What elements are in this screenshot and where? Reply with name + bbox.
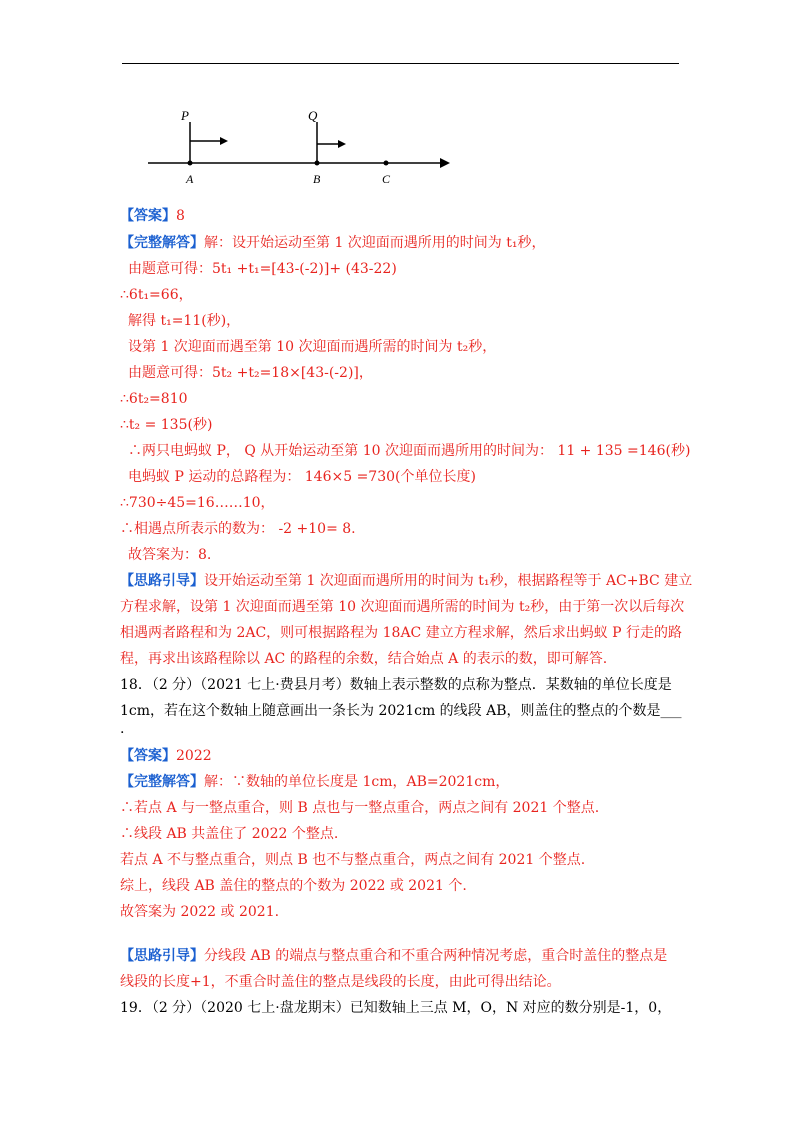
q17-solution-line-6: ∴6t₂=810 (120, 391, 188, 407)
q19-question-line-0: 19．（2 分）（2020 七上·盘龙期末）已知数轴上三点 M，O，N 对应的数分别是-1，0， (120, 1000, 672, 1016)
label-b: B (313, 172, 321, 186)
q17-solution-line-1: 由题意可得：5t₁ +t₁=[43-(-2)]+ (43-22) (128, 261, 397, 277)
q17-solution-line-10: ∴730÷45=16……10， (120, 495, 275, 511)
header-rule (122, 63, 679, 64)
q18-question-line-2: . (120, 721, 125, 737)
q17-solution-line-9: 电蚂蚁 P 运动的总路程为： 146×5 =730(个单位长度) (128, 469, 476, 485)
q18-question-line-0: 18．（2 分）（2021 七上·费县月考）数轴上表示整数的点称为整点．某数轴的单位长度是 (120, 677, 672, 693)
q17-solution-line-0: 【完整解答】解：设开始运动至第 1 次迎面而遇所用的时间为 t₁秒， (120, 235, 546, 251)
q17-solution-line-7: ∴t₂ = 135(秒) (120, 417, 213, 433)
q17-guide-line-0: 【思路引导】设开始运动至第 1 次迎面而遇所用的时间为 t₁秒，根据路程等于 AC+BC 建立 (120, 573, 693, 589)
label-c: C (382, 172, 391, 186)
q18-guide-line-1: 线段的长度+1，不重合时盖住的整点是线段的长度，由此可得出结论。 (120, 974, 561, 990)
q18-guide-line-0: 【思路引导】分线段 AB 的端点与整点重合和不重合两种情况考虑，重合时盖住的整点是 (120, 948, 668, 964)
q18-solution-line-2: 若点 A 不与整点重合，则点 B 也不与整点重合，两点之间有 2021 个整点. (120, 852, 586, 868)
q17-answer: 【答案】8 (120, 208, 185, 224)
q18-solution-line-1: ∴线段 AB 共盖住了 2022 个整点. (120, 826, 339, 842)
q18-solution-line-3: 综上，线段 AB 盖住的整点的个数为 2022 或 2021 个. (120, 878, 467, 894)
q17-guide-line-2: 相遇两者路程和为 2AC，则可根据路程为 18AC 建立方程求解，然后求出蚂蚁 P 行走的路 (120, 625, 683, 641)
q17-guide-line-1: 方程求解，设第 1 次迎面而遇至第 10 次迎面而遇所需的时间为 t₂秒，由于第一次以后每次 (120, 599, 685, 615)
q17-solution-line-3: 解得 t₁=11(秒)， (128, 313, 241, 329)
point-c (384, 161, 389, 166)
label-a: A (186, 172, 194, 186)
q17-solution-line-4: 设第 1 次迎面而遇至第 10 次迎面而遇所需的时间为 t₂秒， (128, 339, 497, 355)
q17-solution-line-11: ∴相遇点所表示的数为： -2 +10= 8. (120, 521, 356, 537)
q18-solution-first: 【完整解答】解：∵数轴的单位长度是 1cm，AB=2021cm， (120, 774, 510, 790)
number-line-diagram (140, 100, 450, 190)
q18-solution-line-0: ∴若点 A 与一整点重合，则 B 点也与一整点重合，两点之间有 2021 个整点. (120, 800, 600, 816)
label-q: Q (308, 108, 318, 123)
q18-solution-line-4: 故答案为 2022 或 2021. (120, 904, 280, 920)
number-line-arrow-icon (440, 158, 450, 168)
ant-q-arrow-icon (338, 140, 346, 148)
q17-solution-line-8: ∴两只电蚂蚁 P， Q 从开始运动至第 10 次迎面而遇所用的时间为： 11 + 135 =146(秒) (128, 443, 691, 459)
q17-solution-line-2: ∴6t₁=66， (120, 287, 193, 303)
label-p: P (181, 108, 189, 123)
q18-answer: 【答案】2022 (120, 748, 212, 764)
q17-solution-line-12: 故答案为：8. (128, 547, 212, 563)
q18-question-line-1: 1cm，若在这个数轴上随意画出一条长为 2021cm 的线段 AB，则盖住的整点的个数是___ (120, 703, 682, 719)
q17-solution-line-5: 由题意可得：5t₂ +t₂=18×[43-(-2)]， (128, 365, 373, 381)
q17-guide-line-3: 程，再求出该路程除以 AC 的路程的余数，结合始点 A 的表示的数，即可解答. (120, 651, 608, 667)
ant-p-arrow-icon (220, 137, 228, 145)
